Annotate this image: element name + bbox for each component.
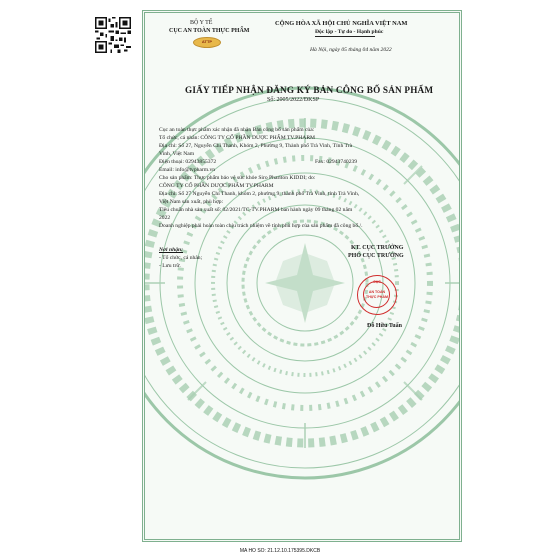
body-manufacturer: CÔNG TY CỔ PHẦN DƯỢC PHẨM TV.PHARM — [159, 183, 274, 189]
certificate-page — [142, 10, 462, 542]
agency-logo: ATTP — [193, 37, 221, 48]
recipients-label: Nơi nhận: — [159, 247, 183, 253]
motto-underline — [315, 36, 375, 37]
motto: Độc lập - Tự do - Hạnh phúc — [315, 29, 384, 35]
qr-code — [95, 17, 131, 53]
body-address: Địa chỉ: Số 27, Nguyễn Chí Thanh, Khóm 2, Phường 9, Thành phố Trà Vinh, Tỉnh Trà — [159, 143, 353, 149]
agency-name: CỤC AN TOÀN THỰC PHẨM — [169, 28, 250, 34]
body-product: Cho sản phẩm: Thực phẩm bảo vệ sức khỏe Siro Phariton KIDDI; do: — [159, 175, 316, 181]
ministry-name: BỘ Y TẾ — [190, 20, 213, 26]
body-manufacturer-address-cont: Việt Nam sản xuất, phù hợp: — [159, 199, 224, 205]
official-seal: CỤC AN TOÀN THỰC PHẨM — [357, 275, 397, 315]
country-name: CỘNG HÒA XÃ HỘI CHỦ NGHĨA VIỆT NAM — [275, 20, 408, 27]
recipient-item: - Tổ chức, cá nhân; — [159, 255, 203, 261]
signer-position: PHÓ CỤC TRƯỞNG — [348, 253, 404, 259]
dossier-code: MA HO SO: 21.12.10.175395.DKCB — [239, 548, 321, 554]
document-number: Số: 2005/2022/ĐKSP — [267, 97, 320, 103]
body-standard: Tiêu chuẩn nhà sản xuất số: 02/2021/TC-TV.PHARM ban hành ngày 09 tháng 02 năm — [159, 207, 353, 213]
signer-title: KT. CỤC TRƯỞNG — [351, 245, 404, 251]
body-fax: Fax: 02943740239 — [315, 159, 358, 165]
issue-date: Hà Nội, ngày 05 tháng 04 năm 2022 — [310, 47, 392, 53]
signer-name: Đỗ Hữu Tuấn — [367, 323, 402, 329]
recipient-item: - Lưu trữ. — [159, 263, 181, 269]
body-manufacturer-address: Địa chỉ: Số 27 Nguyễn Chí Thanh, khóm 2, phường 9, thành phố Trà Vinh, tỉnh Trà Vinh, — [159, 191, 360, 197]
body-organization: Tổ chức, cá nhân: CÔNG TY CỔ PHẦN DƯỢC PHẨM TV.PHARM — [159, 135, 316, 141]
body-email: Email: info@tvpharm.vn — [159, 167, 216, 173]
document-title: GIẤY TIẾP NHẬN ĐĂNG KÝ BẢN CÔNG BỐ SẢN PHẨM — [185, 85, 434, 95]
body-intro: Cục an toàn thực phẩm xác nhận đã nhận Bản công bố sản phẩm của: — [159, 127, 315, 133]
body-responsibility: Doanh nghiệp phải hoàn toàn chịu trách nhiệm về tính phù hợp của sản phẩm đã công bố./. — [159, 223, 363, 229]
body-phone: Điện thoại: 02943855372 — [159, 159, 217, 165]
body-standard-year: 2022 — [159, 215, 171, 221]
body-address-cont: Vinh, Việt Nam — [159, 151, 195, 157]
